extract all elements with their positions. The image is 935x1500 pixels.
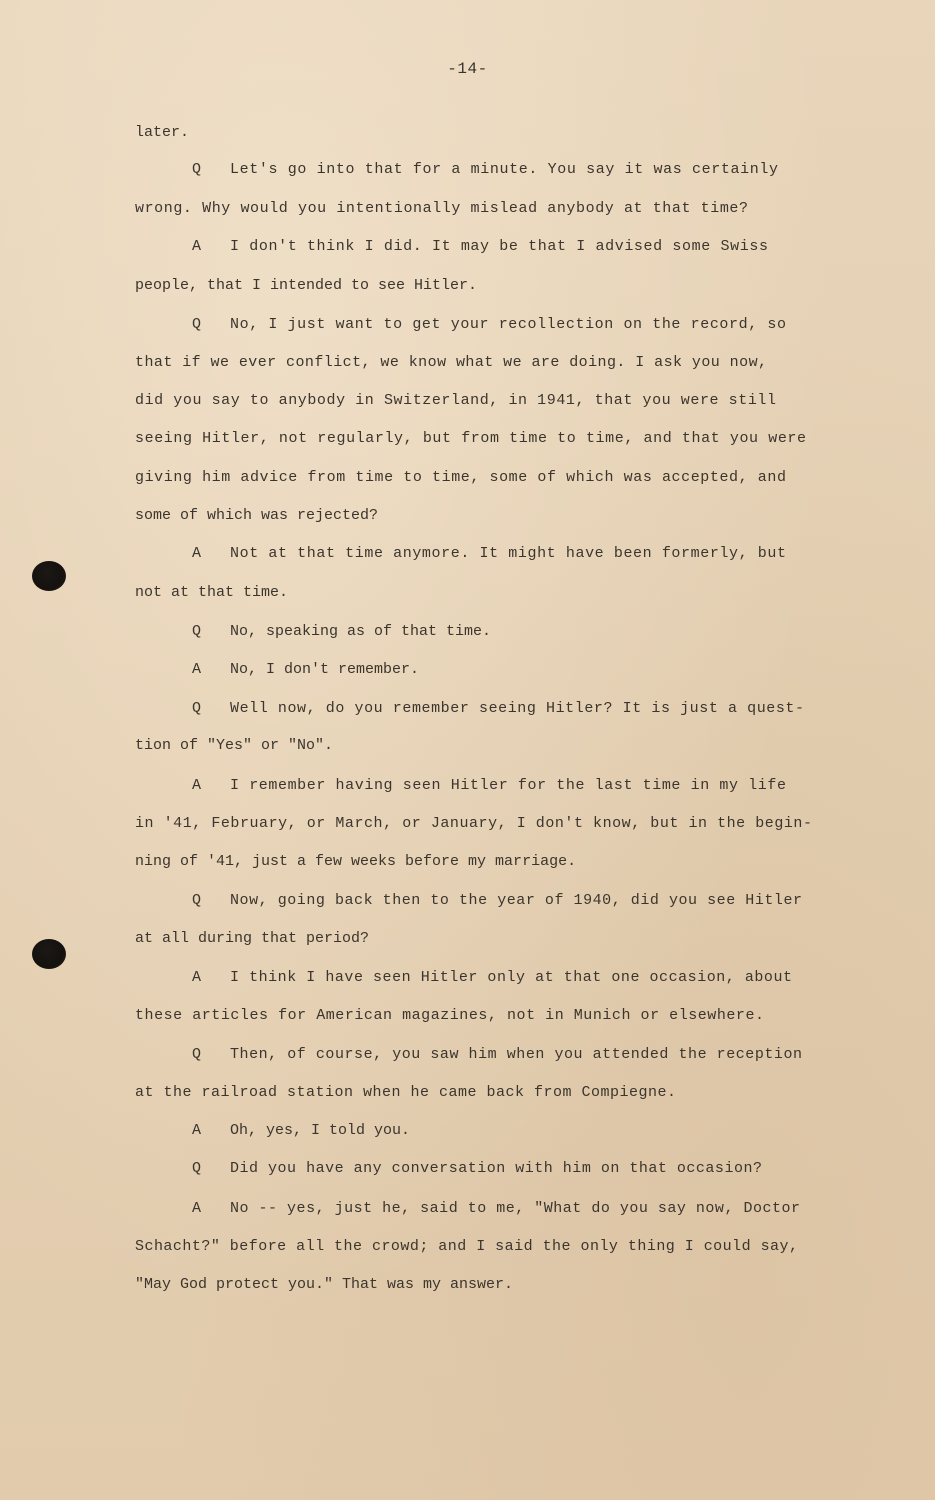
line-text: Well now, do you remember seeing Hitler? It is just a quest- xyxy=(230,700,805,717)
transcript-line xyxy=(0,734,935,758)
answer-marker: A xyxy=(192,777,202,794)
transcript-line xyxy=(0,1004,935,1028)
transcript-line xyxy=(0,427,935,451)
line-text: at the railroad station when he came back from Compiegne. xyxy=(135,1084,677,1101)
answer-marker: A xyxy=(192,238,202,255)
transcript-line xyxy=(0,197,935,221)
answer-marker: A xyxy=(192,969,202,986)
line-text: No -- yes, just he, said to me, "What do you say now, Doctor xyxy=(230,1200,801,1217)
transcript-line xyxy=(0,966,935,990)
transcript-line xyxy=(0,235,935,259)
page-number: -14- xyxy=(447,60,488,78)
line-text: in '41, February, or March, or January, I don't know, but in the begin- xyxy=(135,815,813,832)
line-text: Then, of course, you saw him when you attended the reception xyxy=(230,1046,803,1063)
transcript-line xyxy=(0,1043,935,1067)
transcript-line xyxy=(0,351,935,375)
transcript-line xyxy=(0,389,935,413)
line-text: "May God protect you." That was my answer. xyxy=(135,1276,514,1293)
transcript-line xyxy=(0,927,935,951)
transcript-line xyxy=(0,274,935,298)
line-text: Not at that time anymore. It might have been formerly, but xyxy=(230,545,787,562)
question-marker: Q xyxy=(192,700,202,717)
line-text: I don't think I did. It may be that I advised some Swiss xyxy=(230,238,769,255)
line-text: Oh, yes, I told you. xyxy=(230,1122,411,1139)
line-text: No, I don't remember. xyxy=(230,661,420,678)
binder-punch-hole xyxy=(32,561,66,591)
line-text: I remember having seen Hitler for the last time in my life xyxy=(230,777,787,794)
answer-marker: A xyxy=(192,1122,202,1139)
answer-marker: A xyxy=(192,545,202,562)
line-text: tion of "Yes" or "No". xyxy=(135,737,334,754)
transcript-line xyxy=(0,1197,935,1221)
transcript-line xyxy=(0,658,935,682)
question-marker: Q xyxy=(192,892,202,909)
transcript-line xyxy=(0,889,935,913)
question-marker: Q xyxy=(192,316,202,333)
transcript-line xyxy=(0,542,935,566)
line-text: No, speaking as of that time. xyxy=(230,623,492,640)
transcript-line xyxy=(0,121,935,145)
line-text: Let's go into that for a minute. You say it was certainly xyxy=(230,161,779,178)
question-marker: Q xyxy=(192,1046,202,1063)
answer-marker: A xyxy=(192,1200,202,1217)
line-text: at all during that period? xyxy=(135,930,370,947)
line-text: I think I have seen Hitler only at that one occasion, about xyxy=(230,969,793,986)
transcript-line xyxy=(0,1081,935,1105)
line-text: giving him advice from time to time, some of which was accepted, and xyxy=(135,469,787,486)
line-text: seeing Hitler, not regularly, but from time to time, and that you were xyxy=(135,430,807,447)
line-text: ning of '41, just a few weeks before my marriage. xyxy=(135,853,577,870)
line-text: people, that I intended to see Hitler. xyxy=(135,277,478,294)
transcript-line xyxy=(0,1235,935,1259)
transcript-line xyxy=(0,1157,935,1181)
transcript-line xyxy=(0,620,935,644)
line-text: that if we ever conflict, we know what we are doing. I ask you now, xyxy=(135,354,768,371)
line-text: some of which was rejected? xyxy=(135,507,379,524)
binder-punch-hole xyxy=(32,939,66,969)
question-marker: Q xyxy=(192,623,202,640)
line-text: these articles for American magazines, not in Munich or elsewhere. xyxy=(135,1007,765,1024)
transcript-line xyxy=(0,466,935,490)
transcript-line xyxy=(0,697,935,721)
transcript-line xyxy=(0,313,935,337)
transcript-line xyxy=(0,158,935,182)
transcript-line xyxy=(0,1273,935,1297)
question-marker: Q xyxy=(192,161,202,178)
line-text: wrong. Why would you intentionally mislead anybody at that time? xyxy=(135,200,749,217)
question-marker: Q xyxy=(192,1160,202,1177)
transcript-line xyxy=(0,1119,935,1143)
line-text: Schacht?" before all the crowd; and I said the only thing I could say, xyxy=(135,1238,799,1255)
line-text: No, I just want to get your recollection on the record, so xyxy=(230,316,787,333)
line-text: later. xyxy=(135,124,190,141)
line-text: not at that time. xyxy=(135,584,289,601)
line-text: Now, going back then to the year of 1940, did you see Hitler xyxy=(230,892,803,909)
transcript-line xyxy=(0,581,935,605)
transcript-line xyxy=(0,812,935,836)
transcript-line xyxy=(0,850,935,874)
transcript-line xyxy=(0,774,935,798)
line-text: Did you have any conversation with him on that occasion? xyxy=(230,1160,763,1177)
line-text: did you say to anybody in Switzerland, in 1941, that you were still xyxy=(135,392,777,409)
transcript-line xyxy=(0,504,935,528)
answer-marker: A xyxy=(192,661,202,678)
